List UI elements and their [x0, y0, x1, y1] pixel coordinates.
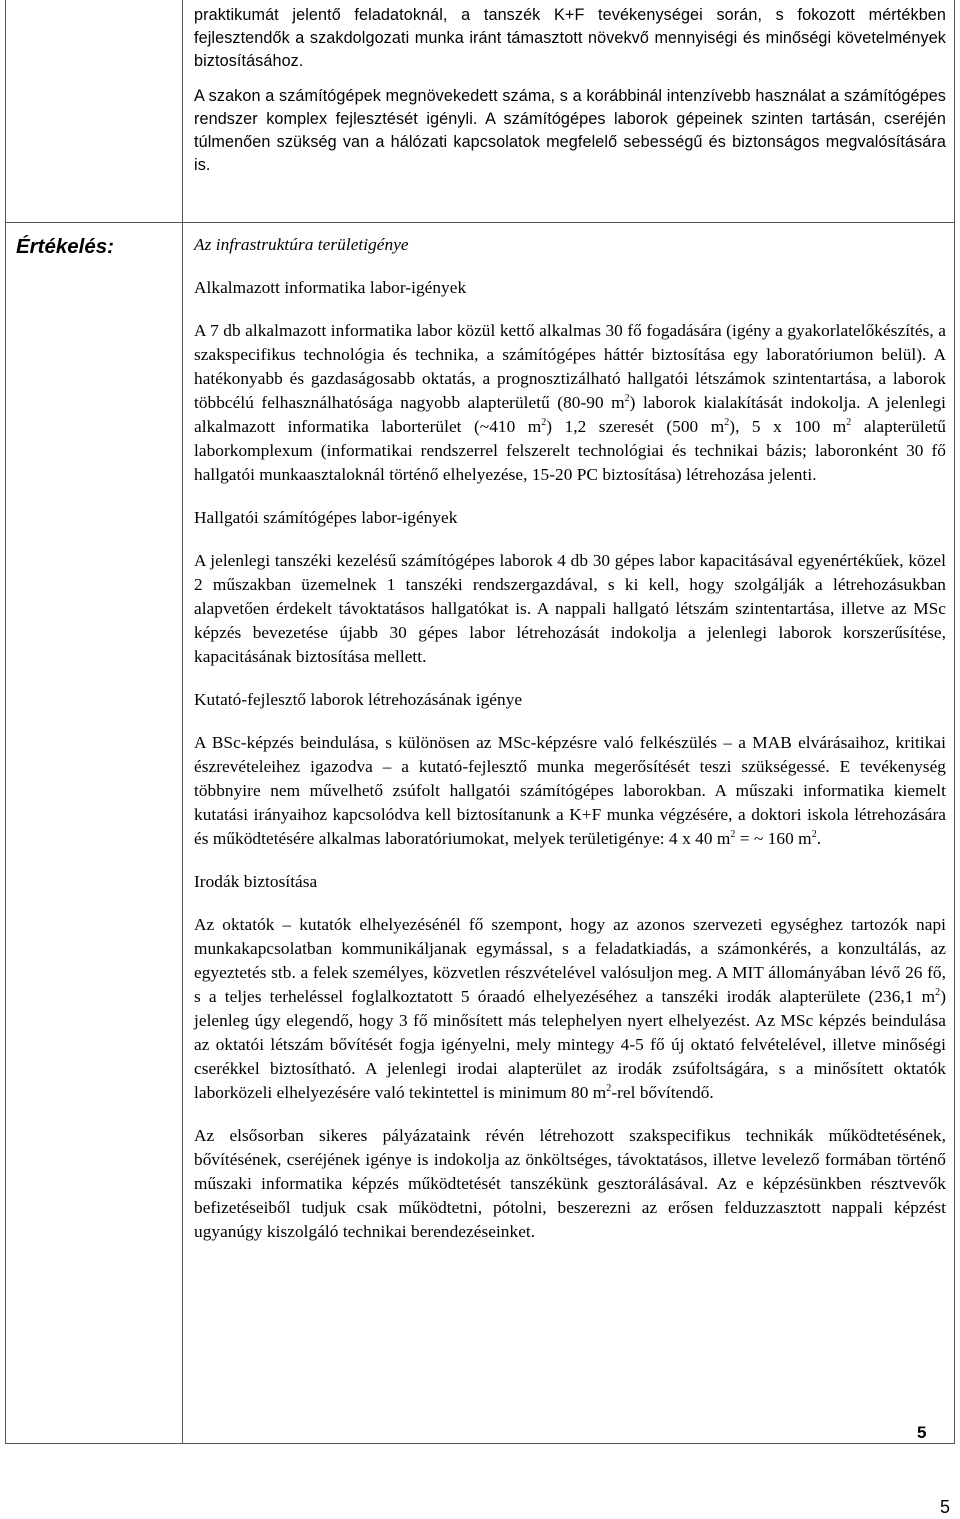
- evaluation-label: Értékelés:: [16, 235, 115, 258]
- section-4-heading: Irodák biztosítása: [194, 872, 318, 891]
- s1-text-1: A 7 db alkalmazott informatika labor közül kettő alkalmas 30 fő fogadására (igény a gyakorlatelőkészítés, a szakspecifikus technológia és technika, a számítógépes háttér biztosítása egy laboratóriumon belül). A hatékonyabb és gazdaságosabb oktatás, a prognosztizálható hallgatói létszámok szintentartása, a laborok többcélú felhasználhatósága nagyobb alapterületű (80-90 m: [194, 321, 946, 412]
- document-table: [5, 0, 955, 1444]
- s4-sup-2: 2: [606, 1083, 612, 1095]
- s3-sup-1: 2: [730, 829, 736, 841]
- section-3-heading: Kutató-fejlesztő laborok létrehozásának igénye: [194, 690, 523, 709]
- section-1-heading: Alkalmazott informatika labor-igények: [194, 278, 467, 297]
- s1-text-4: ), 5 x 100 m: [729, 417, 847, 436]
- top-content-cell: [183, 0, 954, 177]
- s1-text-3: ) 1,2 szeresét (500 m: [546, 417, 725, 436]
- s4-text-1: Az oktatók – kutatók elhelyezésénél fő szempont, hogy az azonos szervezeti egységhez tartozók napi munkakapcsolatban kommunikáljanak egymással, s a feladatkiadás, a számonkérés, a konzultálás, az egyeztetés stb. a felek személyes, közvetlen részvételével valósuljon meg. A MIT állományában lévő 26 fő, s a teljes terheléssel foglalkoztatott 5 óraadó elhelyezéséhez a tanszéki irodák alapterülete (236,1 m: [194, 915, 946, 1006]
- outer-page-number: 5: [940, 1497, 951, 1517]
- main-content-cell: [183, 223, 954, 1244]
- s1-sup-4: 2: [846, 417, 852, 429]
- section-1-paragraph: [194, 319, 946, 487]
- top-paragraph-1: praktikumát jelentő feladatoknál, a tanszék K+F tevékenységei során, s fokozott mértékben fejlesztendők a szakdolgozati munka iránt támasztott növekvő mennyiségi és minőségi követelmények biztosításához.: [194, 6, 946, 70]
- section-2-heading: Hallgatói számítógépes labor-igények: [194, 508, 458, 527]
- s4-sup-1: 2: [935, 987, 941, 999]
- s3-text-1: A BSc-képzés beindulása, s különösen az MSc-képzésre való felkészülés – a MAB elvárásaihoz, kritikai észrevételeihez igazodva – a kutató-fejlesztő munka megerősítését teszi szükségessé. E tevékenység többnyire nem művelhető zsúfolt hallgatói számítógépes laborokban. A műszaki informatika kiemelt kutatási irányaihoz kapcsolódva kell biztosítanunk a K+F munka végzésére, a doktori iskola létrehozására és működtetésére alkalmas laboratóriumokat, melyek területigénye: 4 x 40 m: [194, 733, 946, 848]
- s1-sup-3: 2: [724, 417, 730, 429]
- infrastructure-heading: Az infrastruktúra területigénye: [194, 235, 409, 254]
- section-2-paragraph: A jelenlegi tanszéki kezelésű számítógépes laborok 4 db 30 gépes labor kapacitásával egyenértékűek, közel 2 műszakban üzemelnek 1 tanszéki rendszergazdával, s ki kell, hogy szolgálják a létrehozásukban alapvetően érdekelt távoktatásos hallgatókat is. A nappali hallgató létszám szintentartása, illetve az MSc képzés bevezetése újabb 30 gépes labor létrehozását indokolja a jelenlegi laborok korszerűsítése, kapacitásának biztosítása mellett.: [194, 551, 946, 666]
- label-cell: [6, 223, 182, 259]
- s3-sup-2: 2: [811, 829, 817, 841]
- s1-text-2: ) laborok kialakítását indokolja. A jelenlegi alkalmazott informatika laborterület (~410 m: [194, 393, 946, 436]
- s4-text-2: ) jelenleg úgy elegendő, hogy 3 fő minősített más telephelyen nyert elhelyezést. Az MSc képzés beindulása az oktatói létszám bővítését fogja igényelni, mely mintegy 4-5 fő új oktató felvételével, illetve minőségi cserékkel biztosítható. A jelenlegi irodai alapterület az irodák zsúfoltságára, s a minősített oktatók laborközeli elhelyezésére való tekintettel is minimum 80 m: [194, 987, 946, 1102]
- s1-sup-1: 2: [624, 393, 630, 405]
- s3-text-2: = ~ 160 m: [735, 829, 812, 848]
- top-paragraph-2: A szakon a számítógépek megnövekedett száma, s a korábbinál intenzívebb használat a számítógépes rendszer komplex fejlesztését igényli. A számítógépes laborok gépeinek szinten tartásán, cseréjén túlmenően szükség van a hálózati kapcsolatok megfelelő sebességű és biztonságos megvalósítására is.: [194, 87, 946, 174]
- inner-page-number: 5: [917, 1423, 927, 1442]
- section-3-paragraph: [194, 731, 946, 851]
- s1-sup-2: 2: [541, 417, 547, 429]
- s4-text-3: -rel bővítendő.: [611, 1083, 714, 1102]
- s1-text-5: alapterületű laborkomplexum (informatikai rendszerrel felszerelt technológiai és technikai bázis; laboronként 30 fő hallgatói munkaasztaloknál történő elhelyezése, 15-20 PC biztosítása) létrehozása jelenti.: [194, 417, 946, 484]
- s3-text-3: .: [816, 829, 822, 848]
- section-5-paragraph: Az elsősorban sikeres pályázataink révén létrehozott szakspecifikus technikák működtetésének, bővítésének, cseréjének igénye is indokolja az önköltséges, távoktatásos, illetve levelező formában történő műszaki informatika képzés működtetését tanszékünk gesztorálásával. Az e képzésünkben résztvevők befizetéseiből tudjuk csak működtetni, pótolni, beszerezni az erősen felduzzasztott nappali képzést ugyanúgy kiszolgáló technikai berendezéseinket.: [194, 1126, 946, 1241]
- section-4-paragraph: [194, 913, 946, 1105]
